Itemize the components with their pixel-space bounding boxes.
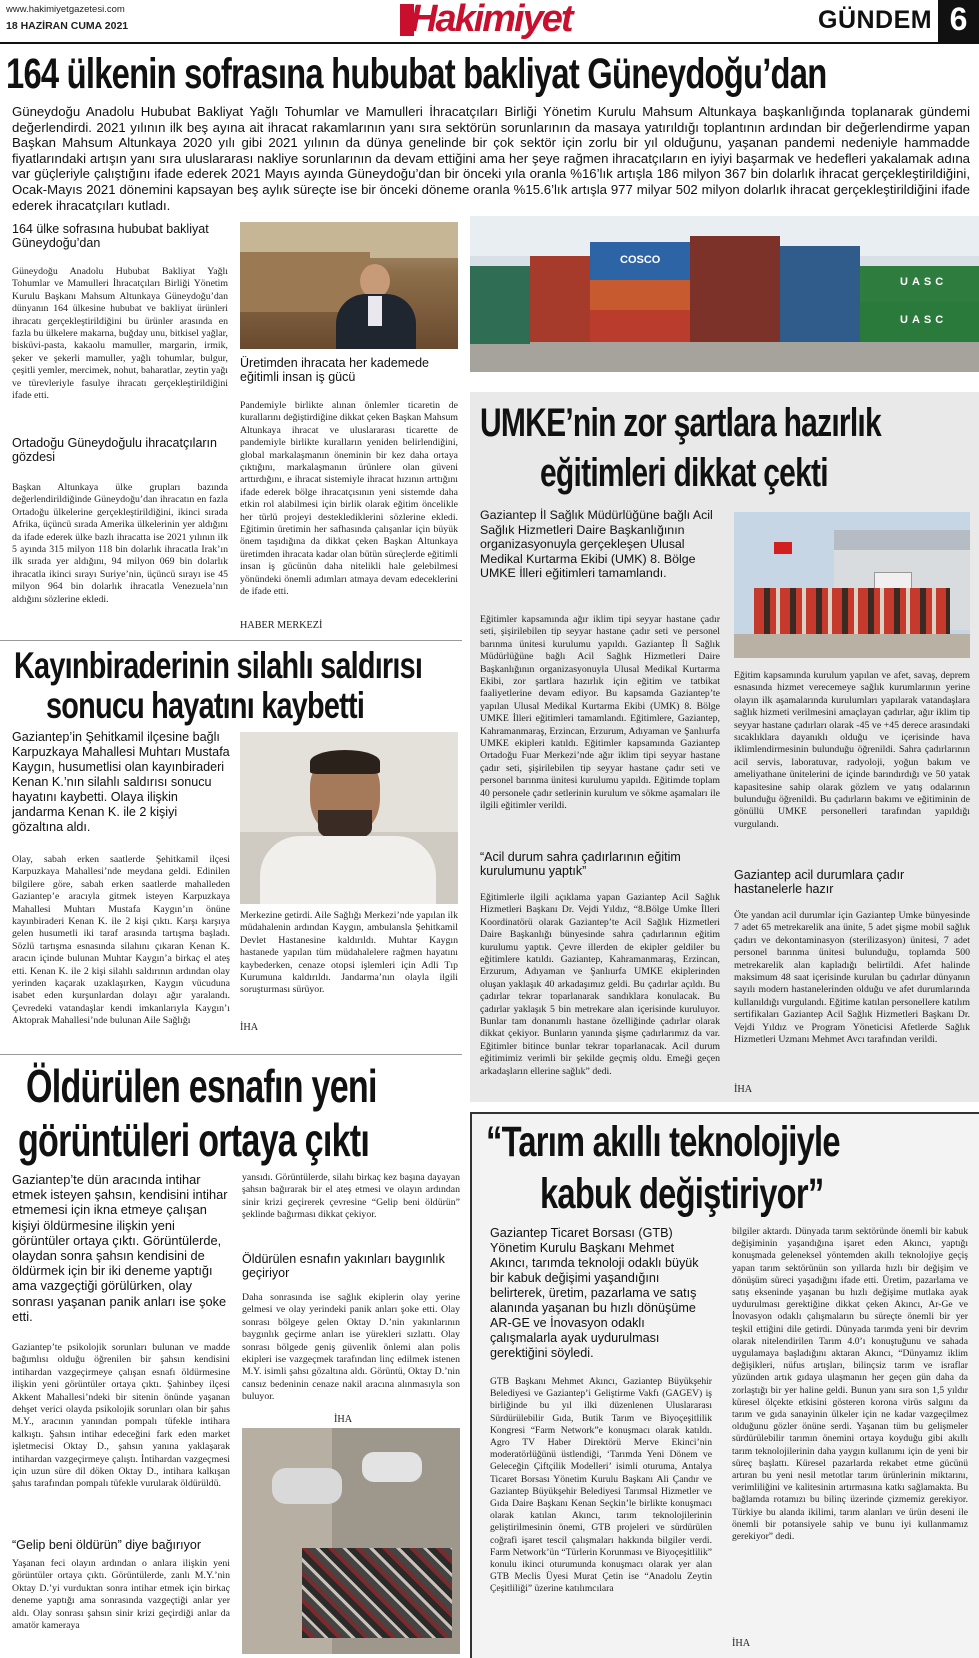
crowd xyxy=(302,1548,452,1638)
page-number: 6 xyxy=(949,1,968,37)
shirt xyxy=(368,296,382,326)
container-label-uasc-2: UASC xyxy=(900,314,948,326)
story1-subhead-2: Ortadoğu Güneydoğulu ihracatçıların gözdesi xyxy=(12,436,217,464)
story3-headline-line2: sonucu hayatını kaybetti xyxy=(46,685,365,726)
story1-paragraph-3: Pandemiyle birlikte alınan önlemler ticaretin de kurallarını değiştirdiğine dikkat çeken Başkan Mahsum Altunkaya ihracat ve uluslararası ticarette de pandemiyle birlikte kuralların yeniden belirlendiğini, global markalaşmanın öneminin bir kez daha ortaya çıktığını, markalaşmanın ürünlere olan güveni arttırdığını, e ihracat sistemiyle ihracat hızının arttığını ifade ederek bölge ihracatçısının yeni sistemde daha etkin rol alabilmesi için birlik olarak eğitim öncelikle her türlü projeyi desteklediklerini sözlerine ekledi. Eğitimin üretimin her safhasında çalışanlar için büyük önem taşıdığına da dikkat çeken Başkan Altunkaya üretimden ihracata kadar olan bütün süreçlerde eğitimli insan iş gücünün daha nitelikli hale gelebilmesi yönündeki önemli adımları atmaya devam edeceklerini de ifade etti. xyxy=(240,400,458,598)
ground xyxy=(470,342,979,372)
story1-lead: Güneydoğu Anadolu Hububat Bakliyat Yağlı Tohumlar ve Mamulleri İhracatçıları Birliği Yönetim Kurulu Mahsum Altunkaya başkanlığında toplanarak gündemi değerlendirdi. 2021 yılının ilk beş ayına ait ihracat rakamlarının yanı sıra sektörün sorunlarının da masaya yatırıldığı toplantının ardından bir değerlendirme yapan Başkan Mahsum Altunkaya 2020 yılı gibi 2021 yılının da dünya genelinde bir çok sektör için zorlu bir yıl olduğunu, yaşanan pandemi nedeniyle hammadde fiyatlarındaki artışın yanı sıra uluslararası nakliye sorunlarının da devam ettiğini ama her şeye rağmen ihracatçıların en iyiyi başarmak ve hedefleri yakalamak adına var güçleriyle çalıştığını ifade ederek 2021 Mayıs ayında Güneydoğu’dan bir önceki yıla oranla %16’lık artışla 186 milyon 367 bin dolarlık ihracat gerçekleştirildiğini, Ocak-Mayıs 2021 dönemini kapsayan beş aylık süreçte ise bir önceki döneme oranla %15.6’lık artışla 977 milyar 502 milyon dolarlık ihracat gerçekleştirildiğini ifade ederek ihracatçıları kutladı. xyxy=(12,104,970,213)
umke-subhead-2: Gaziantep acil durumlara çadır hastanelerle hazır xyxy=(734,868,905,896)
story3-byline: İHA xyxy=(240,1022,259,1033)
story1-subhead-1: 164 ülke sofrasına hububat bakliyat Güneydoğu’dan xyxy=(12,222,209,250)
umke-lead: Gaziantep İl Sağlık Müdürlüğüne bağlı Acil Sağlık Hizmetleri Daire Başkanlığının organizasyonuyla gerçekleşen Ulusal Medikal Kurtarma Ekibi (UMK) 8. Bölge UMKE İlleri eğitimleri tamamlandı. xyxy=(480,508,713,580)
umke-paragraph-3: Eğitim kapsamında kurulum yapılan ve afet, savaş, deprem esnasında hizmet verecemeye sağlık kurumlarının yerine olayın ilk aşamalarında kurulumları yapılarak vatandaşlara sağlık hizmeti verilmesini amaçlayan çadırlar, ağır iklim tip seyyar hastane çadırları olarak -45 ve +45 derece arasındaki sıcaklıklara dayanıklı olduğu ve içerisinde hava iklimlendirmesinin bulunduğu öğrenildi. Sahra çadırlarının acil servis, laboratuvar, radyoloji, yoğun bakım ve ameliyathane ünitelerini de içinde barındırdığı ve 50 yatak kapasitesine sahip olarak gözlem ve yatış odalarının bulunduğu öğrenildi. Bu çadırların bakımı ve eğitiminin de gönüllü UMKE personelleri tarafından yapıldığı vurgulandı. xyxy=(734,670,970,830)
site-url[interactable]: www.hakimiyetgazetesi.com xyxy=(6,4,125,15)
car-1 xyxy=(272,1468,342,1504)
tent-roof xyxy=(834,530,970,550)
story4-paragraph-2: Yaşanan feci olayın ardından o anlara ilişkin yeni görüntüler ortaya çıktı. Görüntülerde, zanlı M.Y.’nin Oktay D.’yi vurduktan sonra intihar etmek için birkaç deneme yaptığı ama sonrasında vazgeçtiği anlar yer aldı. Olay sonrası şahsın sinir krizi geçirdiği anlar da amatör kameraya xyxy=(12,1558,230,1632)
issue-date: 18 HAZİRAN CUMA 2021 xyxy=(6,20,129,32)
container-stack-6 xyxy=(690,236,780,342)
story3-lead: Gaziantep’in Şehitkamil ilçesine bağlı Karpuzkaya Mahallesi Muhtarı Mustafa Kaygın, husumetlisi olan kayınbiraderi Kenan K.’nın silahlı saldırısı sonucu hayatını kaybetti. Olaya ilişkin jandarma Kenan K. ile 2 kişiyi gözaltına aldı. xyxy=(12,730,230,834)
victim-shirt xyxy=(260,836,436,904)
story5-paragraph-2: bilgiler aktardı. Dünyada tarım sektöründe önemli bir kabuk değişiminin yaşandığına işaret eden Akıncı, yaptığı konuşmada geleneksel yöntemden akıllı teknolojiye geçiş yapan tarım sektörünün son yıllarda hızlı bir değişim ve dönüşüm süreci yaşadığını ifade etti. Üretim, pazarlama ve satış ekseninde yaşanan bu hızlı değişime mutlaka ayak uydurulması gerektiğine dikkat çeken Akıncı, Ar-Ge ve İnovasyon odaklı çalışmaların bu süreçte önemli bir yer teşkil ettiğini dile getirdi. Dünyada tarımda yeni bir devrim olarak nitelendirilen Tarım 4.0’ı konuştuğunu ve sahada uygulamaya başladığını aktaran Akıncı, “Dünyamız iklim değişikleri, nüfus artışları, bilinçsiz tarım ve israflar yüzünden artık gıdaya ulaşmanın her geçen gün daha da zorlaştığı bir yer haline geldi. Bunun yanı sıra son 1,5 yıldır küresel ölçekte etkisini gösteren korona virüs salgını da tarım ve gıda sanayinin ülkeler için ne kadar vazgeçilmez olduğunu gözler önüne serdi. Yaşanan tüm bu gelişmeler sürdürülebilir tarımın önemini ortaya koyduğu gibi akıllı tarım teknolojilerinin daha yaygın kullanımı için de yeni bir süreç başlattı. Küresel pazarlarda rekabet etme gücünü artıran bu yeni nesil metotlar tarım ürünlerinin miktarını, verimliliğini ve kalitesinin artırmasına katkı sağlamakta. Bu bağlamda rotamızı bu bilinç üzerinde çizmemiz gerekiyor. Türkiye bu alanda ikilimi, tarım alanları ve ürün deseni ile önemli bir potansiyele sahip ve bunu iyi kullanmamız gerekiyor” dedi. xyxy=(732,1226,968,1543)
umke-paragraph-4: Öte yandan acil durumlar için Gaziantep Umke bünyesinde 7 adet 65 metrekarelik ana ünite, 5 adet şişme mobil sağlık çadırı ve dekontaminasyon (sterilizasyon) ünitesi, 7 adet personel barınma ünitesi bulunduğu, toplamda 500 metrekarelik alan kapladığı belirtildi. Afet halinde maksimum 48 saat içerisinde kurulan bu çadırlar dünyanın sayılı modern hastanelerinden olduğu ve afet durumlarında kullanıldığı vurgulandı. Eğitime katılan personellere katılım sertifikaları Gaziantep Acil Sağlık Hizmetleri Başkanı Dr. Vejdi Yıldız ve Program Yöneticisi Afetlerde Sağlık Hizmetleri Uzmanı Mehmet Avcı tarafından verildi. xyxy=(734,910,970,1046)
container-label-uasc-1: UASC xyxy=(900,276,948,288)
story4-rule xyxy=(0,1054,462,1055)
container-stack-1 xyxy=(470,266,530,344)
portrait-photo xyxy=(240,222,458,349)
victim-hair xyxy=(310,750,380,774)
street-scene-photo xyxy=(242,1428,460,1654)
car-2 xyxy=(362,1452,422,1482)
story4-subhead-1: “Gelip beni öldürün” diye bağırıyor xyxy=(12,1538,201,1552)
story4-headline-line2: görüntüleri ortaya çıktı xyxy=(18,1114,370,1166)
story3-headline-line1: Kayınbiraderinin silahlı saldırısı xyxy=(14,645,423,686)
container-stack-5 xyxy=(590,310,690,342)
story1-headline: 164 ülkenin sofrasına hububat bakliyat Güneydoğu’dan xyxy=(6,49,827,98)
story3-paragraph-1: Olay, sabah erken saatlerde Şehitkamil ilçesi Karpuzkaya Mahallesi’nde meydana geldi. Edinilen bilgilere göre, sabah erken saatlerde mahalleden Gaziantep’e aracıyla gitmek isteyen Karpuzkaya Mahallesi Muhtarı Mustafa Kaygın’ın önüne kayınbiraderi Kenan K. ile 2 kişi çıktı. Karşı karşıya gelen husumetli iki taraf arasında tartışma başladı. Sözlü tartışma esnasında silahını çıkaran Kenan K. aracın içinde bulunan Muhtar Kaygın’a birkaç el ateş etti. Kenan K. ile 2 kişi silahlı saldırının ardından olay yerinden kaçarak uzaklaşırken, Kaygın vücuduna isabet eden kurşunlardan dolayı ağır yaralandı. Çevredeki vatandaşlar kendi imkanlarıyla Kaygın’ı Aktoprak Mahallesi’nde bulunan Aile Sağlığı xyxy=(12,854,230,1027)
victim-photo xyxy=(240,732,458,904)
story4-headline-line1: Öldürülen esnafın yeni xyxy=(26,1060,377,1112)
pavement xyxy=(734,634,970,658)
story3-rule xyxy=(0,640,462,641)
container-label-cosco: COSCO xyxy=(620,254,661,266)
umke-paragraph-1: Eğitimler kapsamında ağır iklim tipi seyyar hastane çadır seti, şişirilebilen tip seyyar hastane çadır seti ve personel barınma ünitesi kurulumu yapıldı. Gaziantep İl Sağlık Müdürlüğüne bağlı Acil Sağlık Hizmetleri Daire Başkanlığının organizasyonuyla Ulusal Medikal Kurtarma Ekibi, zor şartlara hazırlık için eğitim ve tatbikat faaliyetlerine devam ediyor. Bu kapsamda Gaziantep’te yapılan Ulusal Medikal Kurtarma Ekibi (UMK) 8. Bölge UMKE İlleri eğitimleri tamamlandı. Eğitimlere, Gaziantep, Kahramanmaraş, Erzincan, Erzurum, Adıyaman ve Şanlıurfa UMKE ekipleri katıldı. Eğitimler kapsamında Gaziantep Ortadoğu Fuar Merkezi’nde ağır iklim tipi seyyar hastane çadır seti, şişirilebilen tip seyyar hastane çadır seti ve personel barınma ünitesi kurulumu yapıldı. Eğitimde toplam 40 personele çadır setlerinin kurulum ve sökme aşamaları ile ilgili eğitimler verildi. xyxy=(480,614,720,812)
story1-paragraph-1: Güneydoğu Anadolu Hububat Bakliyat Yağlı Tohumlar ve Mamulleri İhracatçıları Birliği Yönetim Kurulu Başkanı Mahsum Altunkaya Güneydoğu’dan dünyanın 164 ülkesine hububat ve bakliyat ürünleri ihracatı gerçekleştirildiğini bu ürünler arasında en fazla bu ülkelere makarna, buğday unu, bitkisel yağlar, bisküvi-pasta, kakaolu mamuller, margarin, irmik, şeker ve şekerli mamuller, yağlı tohumlar, bulgur, çeşitli yemler, mercimek, nohut, baharatlar, zeytin yağı ve türevleriyle fasulye ihracatı gerçekleştirildiğini ifade etti. xyxy=(12,266,228,402)
container-stack-2 xyxy=(530,256,590,342)
umke-subhead-1: “Acil durum sahra çadırlarının eğitim kurulumunu yaptık” xyxy=(480,850,681,878)
story4-paragraph-4: Daha sonrasında ise sağlık ekiplerin olay yerine gelmesi ve olay yerindeki panik anları şoke etti. Olay sonrası bölgeye gelen Oktay D.’nin yakınlarının baygınlık geçirme anları ise yürekleri sızlattı. Olay sonrası bölgede geniş güvenlik önlemi alan polis ekipleri ise vazgeçmek tarafından linç edilmek istenen M.Y. isimli şahsı gözaltına aldı. Görüntü, Oktay D.’nin cansız bedeninin cenaze nakil aracına alınmasıyla son buluyor. xyxy=(242,1292,460,1403)
story5-paragraph-1: GTB Başkanı Mehmet Akıncı, Gaziantep Büyükşehir Belediyesi ve Gaziantep’i Geliştirme Vakfı (GAGEV) iş birliğinde bu yıl ilki düzenlenen Uluslararası Sürdürülebilir Gıda, Butik Tarım ve Biyoçeşitlilik Kongresi “Farm Network”e konuşmacı olarak katıldı. Agro TV Haber Direktörü Merve Ekinci’nin moderatörlüğünü üstlendiği, ‘Tarımda Yeni Dönem ve Geleceğin Çiftçilik Modelleri’ isimli oturuma, Antalya Ticaret Borsası Yönetim Kurulu Başkanı Ali Çandır ve Gaziantep Büyükşehir Belediyesi Tarımsal Hizmetler ve Gıda Daire Başkanı Kenan Seçkin’le birlikte konuşmacı olarak katılan Akıncı, tarım teknolojilerinin geliştirilmesinin önemi, GTB projeleri ve sürdürülen coğrafi işaret tescil çalışmaları hakkında bilgiler verdi. Farm Network’ün “Türlerin Korunması ve Biyoçeşitlilik” konulu ikinci oturumunda konuşmacı olarak yer alan GTB Meclis Üyesi Murat Çetin ise “Anadolu Zeytin Çeşitliliği” üzerine katılımcılara xyxy=(490,1376,712,1595)
story4-subhead-2: Öldürülen esnafın yakınları baygınlık geçiriyor xyxy=(242,1252,445,1280)
umke-byline: İHA xyxy=(734,1084,753,1095)
story5-headline-line2: kabuk değiştiriyor” xyxy=(540,1170,824,1218)
flag xyxy=(774,542,792,554)
story4-paragraph-1: Gaziantep’te psikolojik sorunları bulunan ve madde bağımlısı olduğu öğrenilen bir şahsın kendisini intihardan vazgeçirmeye çalışan esnafı öldürmesine ilişkin yeni görüntüler ortaya çıktı. Şahinbey ilçesi Akkent Mahallesi’ndeki bir sitenin önünde yaşanan dehşet verici olayda psikolojik sorunları olan bir şahıs M.Y., aracının yanından pompalı tüfekle intihara kalkıştı. Şahsın intihar edeceğini fark eden market işletmecisi Oktay D., şahsın yanına yaklaşarak intihardan vazgeçirmeye çalıştı. İntihardan vazgeçmesi için uzun süre dil döken Oktay D., intihara kalkışan şahıs tarafından pompalı tüfekle vurularak öldürüldü. xyxy=(12,1342,230,1490)
container-stack-4 xyxy=(590,280,690,310)
story1-subhead-3: Üretimden ihracata her kademede eğitimli insan iş gücü xyxy=(240,356,429,384)
umke-headline-line2: eğitimleri dikkat çekti xyxy=(540,451,828,495)
story3-paragraph-2: Merkezine getirdi. Aile Sağlığı Merkezi’nde yapılan ilk müdahalenin ardından Kaygın, ambulansla Şehitkamil Devlet Hastanesine kaldırıldı. Muhtar Kaygın hastanede yapılan tüm müdahalelere rağmen hayatını kaybederken, cenaze otopsi işlemleri için Adli Tıp Kurumuna kaldırıldı. Jandarma’nın olayla ilgili soruşturması sürüyor. xyxy=(240,910,458,996)
story4-lead: Gaziantep’te dün aracında intihar etmek isteyen şahsın, kendisini intihar etmemesi için ikna etmeye çalışan kişiyi öldürmesine ilişkin yeni görüntüler ortaya çıktı. Görüntülerde, olaydan sonra şahsın kendisini de öldürmek için bir iki deneme yaptığı ama vazgeçtiği görülürken, olay sonrası yaşanan panik anları ise şoke etti. xyxy=(12,1172,228,1324)
story5-headline-line1: “Tarım akıllı teknolojiyle xyxy=(486,1118,840,1166)
newspaper-logo: Hakimiyet xyxy=(410,0,572,40)
story4-byline: İHA xyxy=(334,1414,353,1425)
umke-paragraph-2: Eğitimlerle ilgili açıklama yapan Gaziantep Acil Sağlık Hizmetleri Başkanı Dr. Vejdi Yıldız, “8.Bölge Umke İlleri Koordinatörü olarak Gaziantep’te Acil Sağlık Hizmetleri Daire Başkanlığı bünyesinde sahra çadırlarının eğitim kurulumu yaptık. Çevre illerden de ekipler geldiler bu eğitimlere katıldı. Gaziantep, Kahramanmaraş, Erzincan, Erzurum, Adıyaman ve Şanlıurfa UMKE ekiplerinden oluşan yaklaşık 40 arkadaşımız geldi. Bu çadırlar açıldı. Bu çadırlar tekrar toparlanarak sandıklara konulacak. Bu çadırlar yaklaşık 5 bin metrekare alan içerisinde kuruluyor. Bunlar tam donanımlı hastane özelliğinde çadırlar olarak dikkat çekiyor. Bunların yanında şişme çadırlarımız da var. Eğitimler bitince bunlar tekrar toparlanacak. Acil durum eğitimimiz verimli bir şekilde geçmiş oldu. Emeği geçen arkadaşların ellerine sağlık” dedi. xyxy=(480,892,720,1077)
story1-byline: HABER MERKEZİ xyxy=(240,620,323,631)
umke-headline-line1: UMKE’nin zor şartlara hazırlık xyxy=(480,401,881,445)
container-stack-7 xyxy=(780,246,860,342)
person-head xyxy=(360,264,390,298)
story5-lead: Gaziantep Ticaret Borsası (GTB) Yönetim Kurulu Başkanı Mehmet Akıncı, tarımda teknoloji odaklı büyük bir kabuk değişimi yaşandığını belirterek, üretim, pazarlama ve satış alanında yaşanan bu hızlı dönüşüme AR-GE ve İnovasyon odaklı çalışmalarla ayak uydurulması gerektiğini söyledi. xyxy=(490,1226,699,1360)
section-title: GÜNDEM xyxy=(818,6,933,34)
logo-box xyxy=(400,0,596,40)
umke-team-photo xyxy=(734,512,970,658)
story5-byline: İHA xyxy=(732,1638,751,1649)
containers-photo xyxy=(470,216,979,372)
story4-paragraph-3: yansıdı. Görüntülerde, silahı birkaç kez başına dayayan şahsın bağırarak bir el ateş etmesi ve olayın ardından sinir krizi geçirerek çevresine “Gelip beni öldürün” şeklinde bağırması dikkat çekiyor. xyxy=(242,1172,460,1221)
team-group xyxy=(754,588,950,634)
story1-paragraph-2: Başkan Altunkaya ülke grupları bazında değerlendirildiğinde Güneydoğu’dan ihracatın en fazla Ortadoğu ülkelerine gerçekleştirildiğini, ikinci sırada Afrika, üçüncü sırada Amerika ülkelerinin yer aldığını da ifade ederek ülke bazlı ihracatta ise 2021 yılının ilk 5 ayında 315 milyon 118 bin dolarlık ihracatla Irak’ın ilk sırada yer aldığını, 94 milyon 069 bin dolarlık ihracatla ikinci sırayı Suriye’nin, üçüncü sırayı ise 45 milyon 964 bin dolarlık ihracatla Venezuela’nın aldığını sözlerine ekledi. xyxy=(12,482,228,605)
